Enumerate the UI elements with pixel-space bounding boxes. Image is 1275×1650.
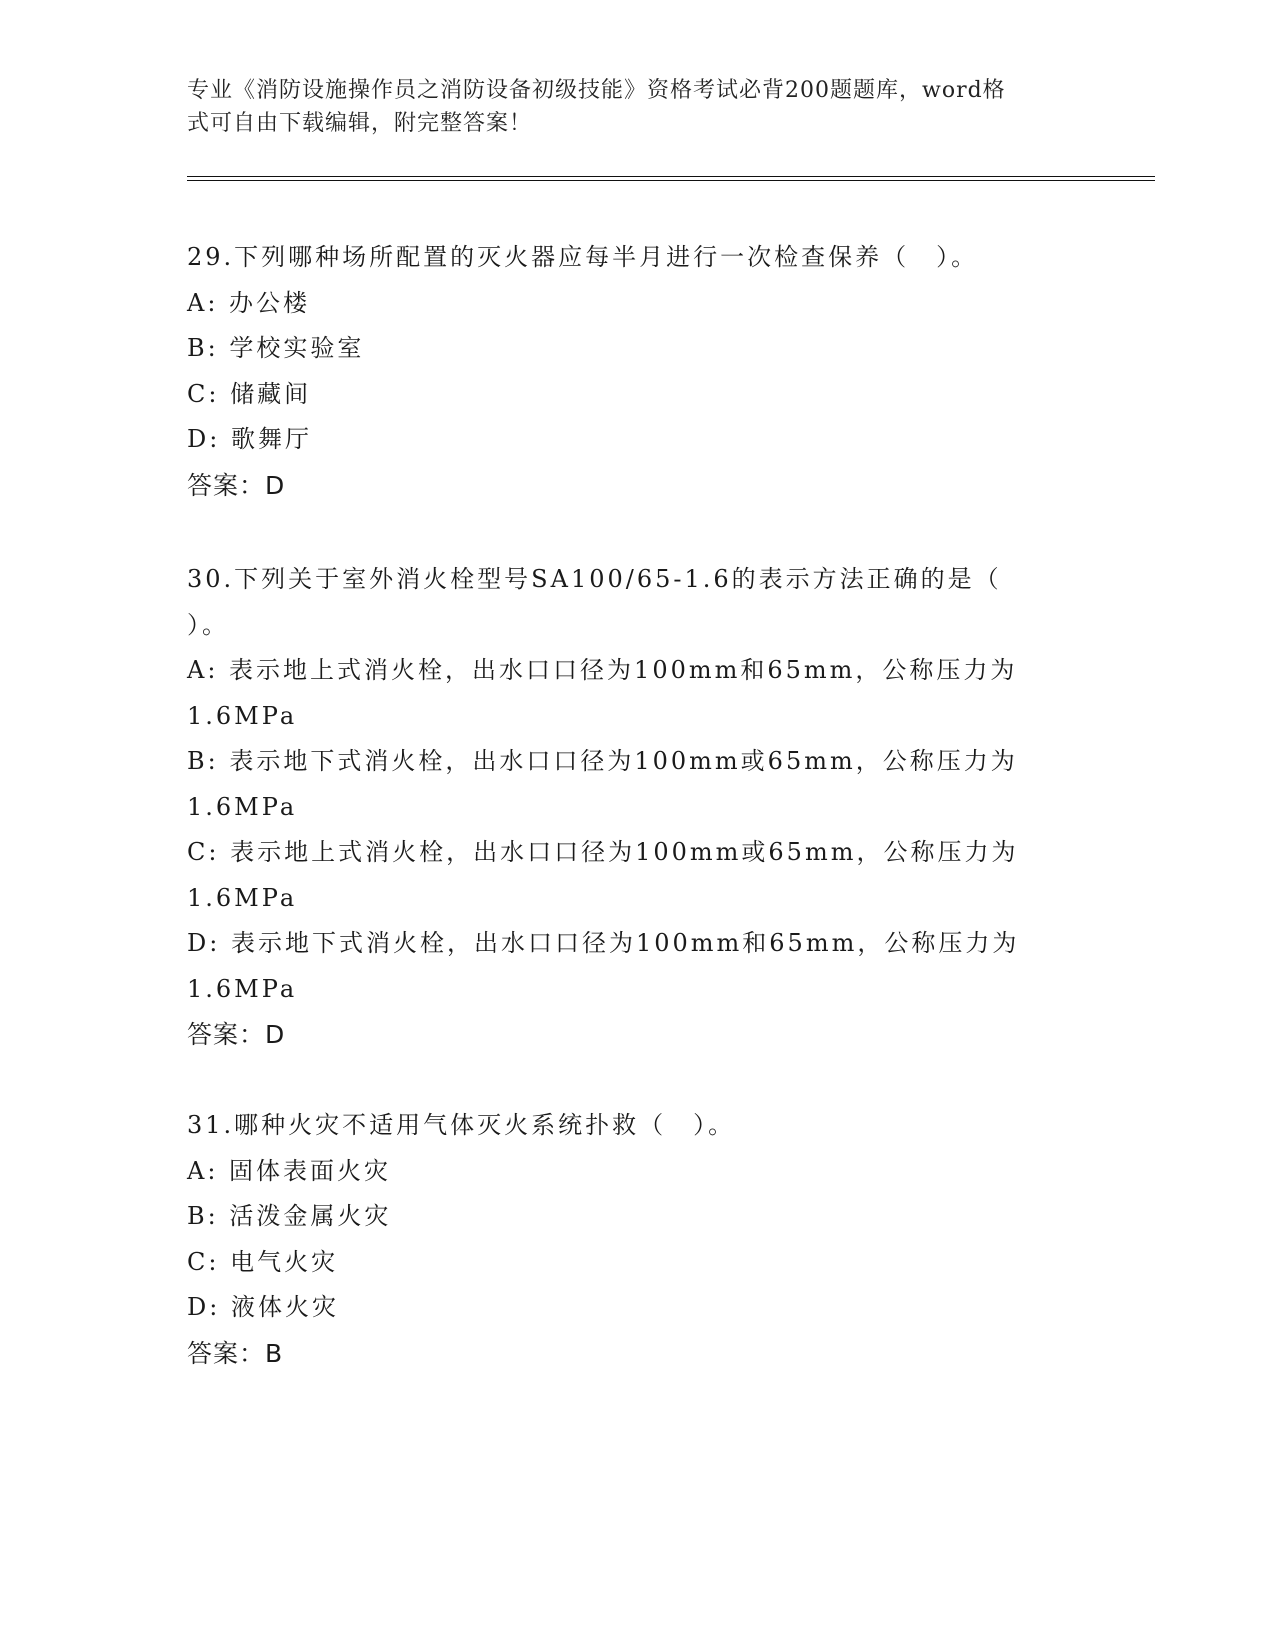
option-c: C: 电气火灾 [187, 1247, 339, 1276]
option-d: D: 液体火灾 [187, 1293, 339, 1321]
question-stem-continued: ）。 [187, 610, 229, 639]
option-b: B: 活泼金属火灾 [187, 1202, 392, 1230]
question-30 [187, 557, 1047, 1058]
option-b: B: 学校实验室 [187, 334, 365, 362]
document-header [187, 74, 1067, 140]
option-c: C: 储藏间 [187, 379, 312, 408]
option-a: A: 表示地上式消火栓，出水口口径为100mm和65mm，公称压力为 [187, 656, 1018, 684]
option-b: B: 表示地下式消火栓，出水口口径为100mm或65mm，公称压力为 [187, 747, 1018, 775]
answer-line: 答案：D [187, 470, 286, 500]
option-b-continued: 1.6MPa [187, 792, 298, 821]
option-a-continued: 1.6MPa [187, 701, 298, 730]
question-31 [187, 1103, 1047, 1376]
header-line-1: 专业《消防设施操作员之消防设备初级技能》资格考试必背200题题库，word格 [187, 78, 1006, 103]
option-c: C: 表示地上式消火栓，出水口口径为100mm或65mm，公称压力为 [187, 838, 1019, 866]
question-stem: 31.哪种火灾不适用气体灭火系统扑救（ ）。 [187, 1111, 736, 1139]
question-29 [187, 235, 1047, 508]
header-double-rule [187, 176, 1155, 181]
header-line-2: 式可自由下载编辑，附完整答案！ [187, 111, 533, 136]
option-c-continued: 1.6MPa [187, 883, 298, 912]
question-stem: 29.下列哪种场所配置的灭火器应每半月进行一次检查保养（ ）。 [187, 243, 979, 271]
option-d: D: 歌舞厅 [187, 425, 312, 453]
option-a: A: 固体表面火灾 [187, 1156, 392, 1185]
option-a: A: 办公楼 [187, 288, 311, 317]
question-stem: 30.下列关于室外消火栓型号SA100/65-1.6的表示方法正确的是（ [187, 565, 1002, 593]
option-d: D: 表示地下式消火栓，出水口口径为100mm和65mm，公称压力为 [187, 929, 1020, 957]
option-d-continued: 1.6MPa [187, 974, 298, 1003]
answer-line: 答案：D [187, 1020, 286, 1049]
answer-line: 答案：B [187, 1338, 284, 1368]
